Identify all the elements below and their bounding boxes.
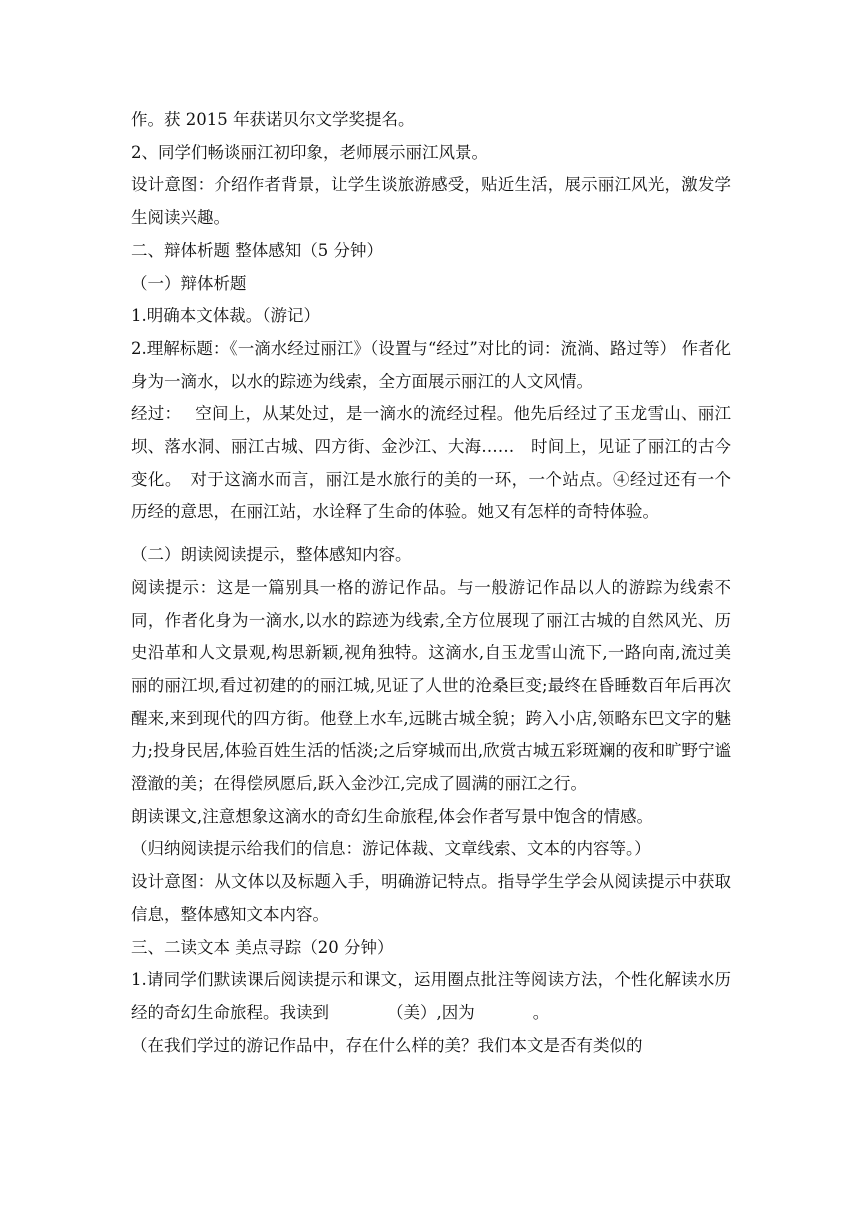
document-page: [131, 104, 731, 1062]
paragraph-summary-info: （归纳阅读提示给我们的信息：游记体裁、文章线索、文本的内容等。）: [131, 839, 651, 859]
paragraph-question: （在我们学过的游记作品中，存在什么样的美？我们本文是否有类似的: [131, 1035, 643, 1055]
paragraph-jingguo: 经过： 空间上，从某处过，是一滴水的流经过程。他先后经过了玉龙雪山、丽江坝、落水洞、丽江古城、四方街、金沙江、大海…… 时间上，见证了丽江的古今变化。 对于这滴水而言，丽江是水旅行的美的一环，一个站点。④经过还有一个历经的意思，在丽江站，水诠释了生命的体验。她又有怎样的奇特体验。: [131, 404, 731, 522]
task-text: 1.请同学们默读课后阅读提示和课文，运用圈点批注等阅读方法，个性化解读水历经的奇幻生命旅程。我读到: [131, 970, 731, 1022]
paragraph-task-1: [131, 964, 731, 1029]
subheading-reading-tips: （二）朗读阅读提示，整体感知内容。: [131, 545, 412, 565]
paragraph-read-aloud: 朗读课文,注意想象这滴水的奇幻生命旅程,体会作者写景中饱含的情感。: [131, 806, 653, 826]
paragraph-student-impressions: 2、同学们畅谈丽江初印象，老师展示丽江风景。: [131, 142, 488, 162]
paragraph-reading-tips: 阅读提示：这是一篇别具一格的游记作品。与一般游记作品以人的游踪为线索不同，作者化身为一滴水,以水的踪迹为线索,全方位展现了丽江古城的自然风光、历史沿革和人文景观,构思新颖,视角独特。这滴水,自玉龙雪山流下,一路向南,流过美丽的丽江坝,看过初建的的丽江城,见证了人世的沧桑巨变;最终在昏睡数百年后再次醒来,来到现代的四方街。他登上水车,远眺古城全貌；跨入小店,领略东巴文字的魅力;投身民居,体验百姓生活的恬淡;之后穿城而出,欣赏古城五彩斑斓的夜和旷野宁谧澄澈的美；在得偿夙愿后,跃入金沙江,完成了圆满的丽江之行。: [131, 577, 731, 794]
section-heading-3: 三、二读文本 美点寻踪（20 分钟）: [131, 937, 394, 957]
paragraph-design-intent-1: 设计意图：介绍作者背景，让学生谈旅游感受，贴近生活，展示丽江风光，激发学生阅读兴趣。: [131, 175, 731, 228]
section-heading-2: 二、辩体析题 整体感知（5 分钟）: [131, 240, 383, 260]
paragraph-genre: 1.明确本文体裁。（游记）: [131, 306, 320, 326]
paragraph-title-analysis: 2.理解标题：《一滴水经过丽江》（设置与“经过”对比的词：流淌、路过等） 作者化身为一滴水，以水的踪迹为线索，全方面展示丽江的人文风情。: [131, 338, 731, 391]
paragraph-design-intent-2: 设计意图：从文体以及标题入手，明确游记特点。指导学生学会从阅读提示中获取信息，整体感知文本内容。: [131, 872, 731, 924]
paragraph-author-nobel: 作。获 2015 年获诺贝尔文学奖提名。: [131, 110, 415, 129]
task-beauty-text: （美）,因为: [387, 1002, 475, 1022]
task-end-text: 。: [532, 1002, 550, 1022]
subheading-genre-title: （一）辩体析题: [131, 273, 247, 293]
